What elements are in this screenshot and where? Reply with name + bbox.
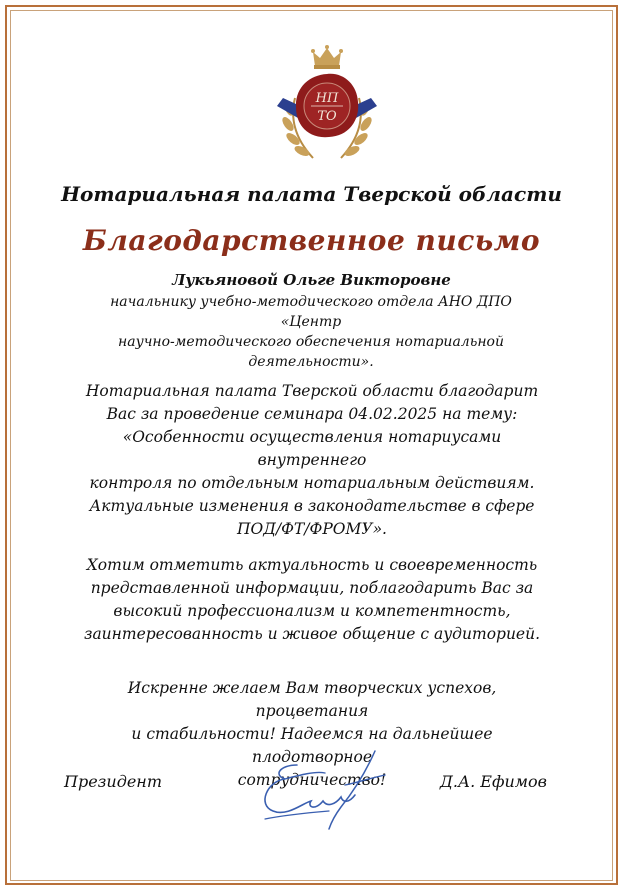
chamber-seal-logo [265, 40, 389, 174]
text-line: сотрудничество! [237, 771, 387, 789]
crown-icon [311, 45, 343, 69]
paragraph-gratitude [70, 380, 554, 541]
organization-name: Нотариальная палата Тверской области [61, 182, 562, 206]
text-line: Хотим отметить актуальность и своевременность [86, 556, 538, 574]
text-line: представленной информации, поблагодарить Вас за [90, 579, 534, 597]
text-line: Вас за проведение семинара 04.02.2025 на тему: [106, 405, 518, 423]
svg-text:ТО: ТО [317, 109, 337, 124]
recipient-position [86, 292, 536, 372]
signer-role: Президент [64, 772, 163, 791]
wax-seal-icon [296, 74, 358, 137]
paragraph-appreciation [70, 554, 554, 646]
text-line: Нотариальная палата Тверской области благодарит [85, 382, 539, 400]
letter-title: Благодарственное письмо [82, 224, 541, 257]
text-line: и стабильности! Надеемся на дальнейшее плодотворное [131, 725, 493, 766]
position-line: деятельности». [248, 354, 374, 370]
text-line: заинтересованность и живое общение с аудиторией. [83, 625, 541, 643]
text-line: Актуальные изменения в законодательстве в сфере [89, 497, 535, 515]
signer-name: Д.А. Ефимов [439, 772, 547, 791]
position-line: начальнику учебно-методического отдела АНО ДПО «Центр [110, 294, 512, 330]
handwritten-signature [245, 745, 395, 835]
text-line: контроля по отдельным нотариальным действиям. [89, 474, 535, 492]
text-line: ПОД/ФТ/ФРОМУ». [237, 520, 387, 538]
text-line: «Особенности осуществления нотариусами внутреннего [122, 428, 502, 469]
position-line: научно-методического обеспечения нотариальной [118, 334, 504, 350]
text-line: высокий профессионализм и компетентность, [113, 602, 511, 620]
svg-text:НП: НП [315, 91, 339, 106]
recipient-name: Лукьяновой Ольге Викторовне [172, 271, 451, 289]
text-line: Искренне желаем Вам творческих успехов, процветания [127, 679, 497, 720]
